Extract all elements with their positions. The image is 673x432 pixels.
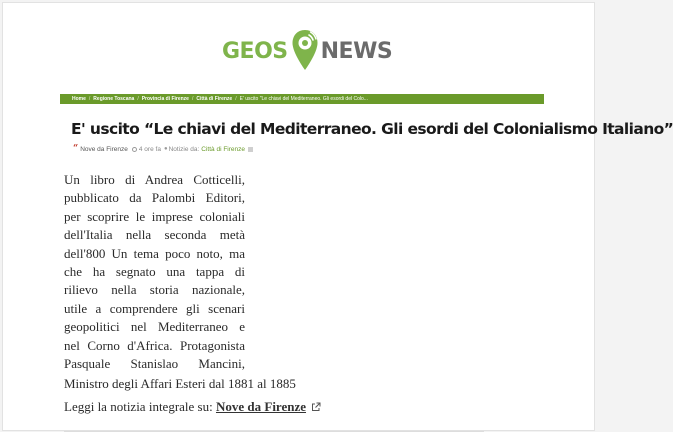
flag-icon [248, 147, 253, 152]
meta-category-link[interactable]: Città di Firenze [201, 145, 245, 153]
location-pin-icon: ● [163, 146, 168, 152]
breadcrumb-regione-toscana[interactable]: Regione Toscana [93, 96, 135, 102]
body-line: dell'Italia nella seconda metà [64, 227, 245, 243]
article-meta [73, 144, 253, 154]
body-line: che ha segnato una tappa di [64, 264, 245, 280]
breadcrumb [60, 94, 544, 104]
article-page [2, 2, 673, 431]
clock-icon [132, 147, 137, 152]
article-paragraph [64, 171, 245, 373]
body-line: rilievo nella storia nazionale, [64, 282, 245, 298]
breadcrumb-separator: / [191, 96, 194, 102]
breadcrumb-home[interactable]: Home [72, 96, 86, 102]
article-title: E' uscito “Le chiavi del Mediterraneo. Gli esordi del Colonialismo Italiano” [71, 120, 673, 138]
meta-source-link[interactable]: Nove da Firenze [80, 145, 128, 153]
body-line: geopolitici nel Mediterraneo e [64, 319, 245, 335]
breadcrumb-separator: / [88, 96, 91, 102]
article-body [64, 171, 296, 393]
breadcrumb-citta-firenze[interactable]: Città di Firenze [196, 96, 233, 102]
external-link-icon[interactable] [311, 402, 321, 412]
body-line: pubblicato da Palombi Editori, [64, 190, 245, 206]
body-line: per scoprire le imprese coloniali [64, 208, 245, 224]
logo-geos-text: GEOS [222, 39, 288, 64]
breadcrumb-separator: / [137, 96, 139, 102]
body-line: Un libro di Andrea Cotticelli, [64, 172, 245, 187]
read-more-link[interactable]: Nove da Firenze [215, 399, 307, 414]
site-logo[interactable] [222, 27, 392, 79]
body-line: nel Corno d'Africa. Protagonista [64, 337, 245, 353]
breadcrumb-current: E' uscito "Le chiavi del Mediterraneo. Gli esordi del Colo... [239, 96, 368, 102]
meta-time: 4 ore fa [138, 145, 161, 153]
breadcrumb-separator: / [235, 96, 237, 102]
body-line: Pasquale Stanislao Mancini, [64, 356, 245, 372]
read-more-label: Leggi la notizia integrale su: [64, 399, 213, 414]
quote-icon: “ [73, 144, 79, 154]
breadcrumb-provincia-firenze[interactable]: Provincia di Firenze [141, 96, 189, 102]
body-line: dell'800 Un tema poco noto, ma [64, 245, 245, 261]
read-more [64, 399, 321, 415]
body-line-last: Ministro degli Affari Esteri dal 1881 al 1885 [64, 376, 296, 392]
logo-news-text: NEWS [320, 39, 393, 64]
meta-category-label: Notizie da: [168, 145, 200, 153]
body-line: utile a comprendere gli scenari [64, 300, 245, 316]
map-pin-signal-icon [290, 27, 320, 73]
